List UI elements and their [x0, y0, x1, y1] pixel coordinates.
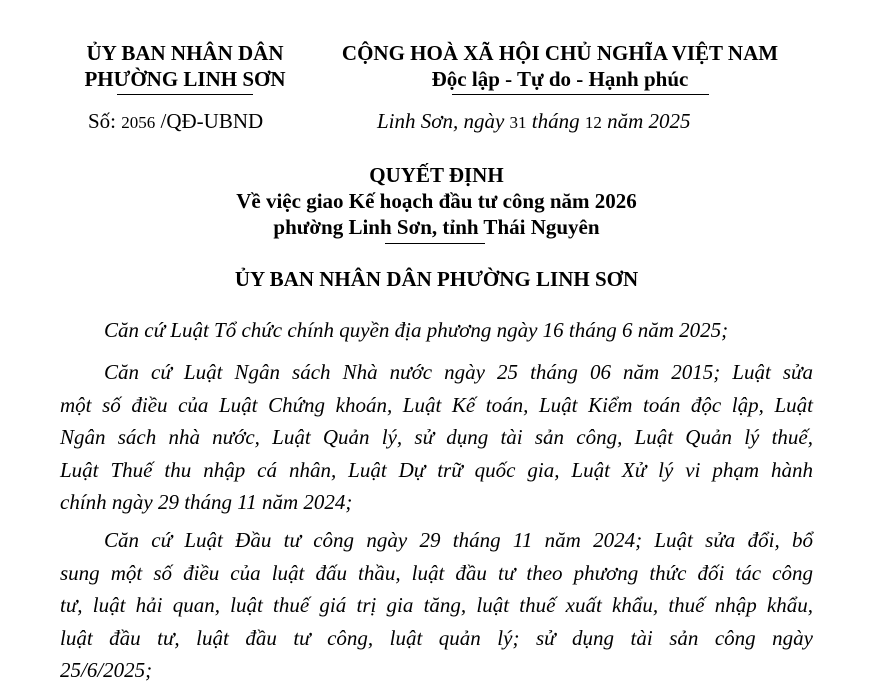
paragraph-line: Căn cứ Luật Tổ chức chính quyền địa phương ngày 16 tháng 6 năm 2025; — [104, 318, 729, 342]
paragraph-line: tư, luật hải quan, luật thuế giá trị gia tăng, luật thuế xuất khẩu, thuế nhập khẩu, — [60, 593, 813, 617]
date-month-word: tháng — [526, 109, 585, 133]
paragraph-line: sung một số điều của luật đấu thầu, luật đầu tư theo phương thức đối tác công — [60, 560, 813, 585]
decision-date — [377, 108, 691, 136]
agency-name-line2: PHƯỜNG LINH SƠN — [84, 67, 286, 91]
issuing-authority: ỦY BAN NHÂN DÂN PHƯỜNG LINH SƠN — [234, 267, 639, 291]
legal-basis-paragraph-2 — [60, 356, 813, 519]
legal-basis-paragraph-3 — [60, 524, 813, 687]
paragraph-line: Căn cứ Luật Ngân sách Nhà nước ngày 25 tháng 06 năm 2015; Luật sửa — [104, 360, 813, 384]
number-prefix: Số: — [88, 109, 122, 133]
decision-number — [88, 108, 263, 136]
date-month: 12 — [584, 113, 602, 132]
document-title: QUYẾT ĐỊNH — [369, 163, 504, 187]
paragraph-line: một số điều của Luật Chứng khoán, Luật Kế toán, Luật Kiểm toán độc lập, Luật — [60, 392, 813, 417]
date-day: 31 — [509, 113, 527, 132]
title-underline — [385, 243, 485, 244]
motto-underline — [452, 94, 709, 95]
number-suffix: /QĐ-UBND — [155, 109, 264, 133]
paragraph-line: chính ngày 29 tháng 11 năm 2024; — [60, 490, 353, 514]
document-subject-line1: Về việc giao Kế hoạch đầu tư công năm 2026 — [236, 189, 637, 213]
agency-name-line1: ỦY BAN NHÂN DÂN — [86, 41, 284, 65]
paragraph-line: 25/6/2025; — [60, 658, 153, 682]
paragraph-line: Ngân sách nhà nước, Luật Quản lý, sử dụng tài sản công, Luật Quản lý thuế, — [60, 425, 813, 449]
paragraph-line: Luật Thuế thu nhập cá nhân, Luật Dự trữ quốc gia, Luật Xử lý vi phạm hành — [60, 457, 813, 482]
document-subject-line2: phường Linh Sơn, tỉnh Thái Nguyên — [273, 215, 600, 239]
national-title: CỘNG HOÀ XÃ HỘI CHỦ NGHĨA VIỆT NAM — [341, 41, 779, 65]
paragraph-line: Căn cứ Luật Đầu tư công ngày 29 tháng 11 năm 2024; Luật sửa đổi, bổ — [104, 528, 813, 552]
agency-underline — [117, 94, 253, 95]
paragraph-line: luật đầu tư, luật đầu tư công, luật quản lý; sử dụng tài sản công ngày — [60, 625, 813, 650]
national-motto: Độc lập - Tự do - Hạnh phúc — [431, 67, 689, 91]
number-value: 2056 — [121, 113, 156, 132]
legal-basis-paragraph-1 — [60, 314, 813, 347]
date-year: năm 2025 — [601, 109, 691, 133]
date-prefix: Linh Sơn, ngày — [377, 109, 510, 133]
